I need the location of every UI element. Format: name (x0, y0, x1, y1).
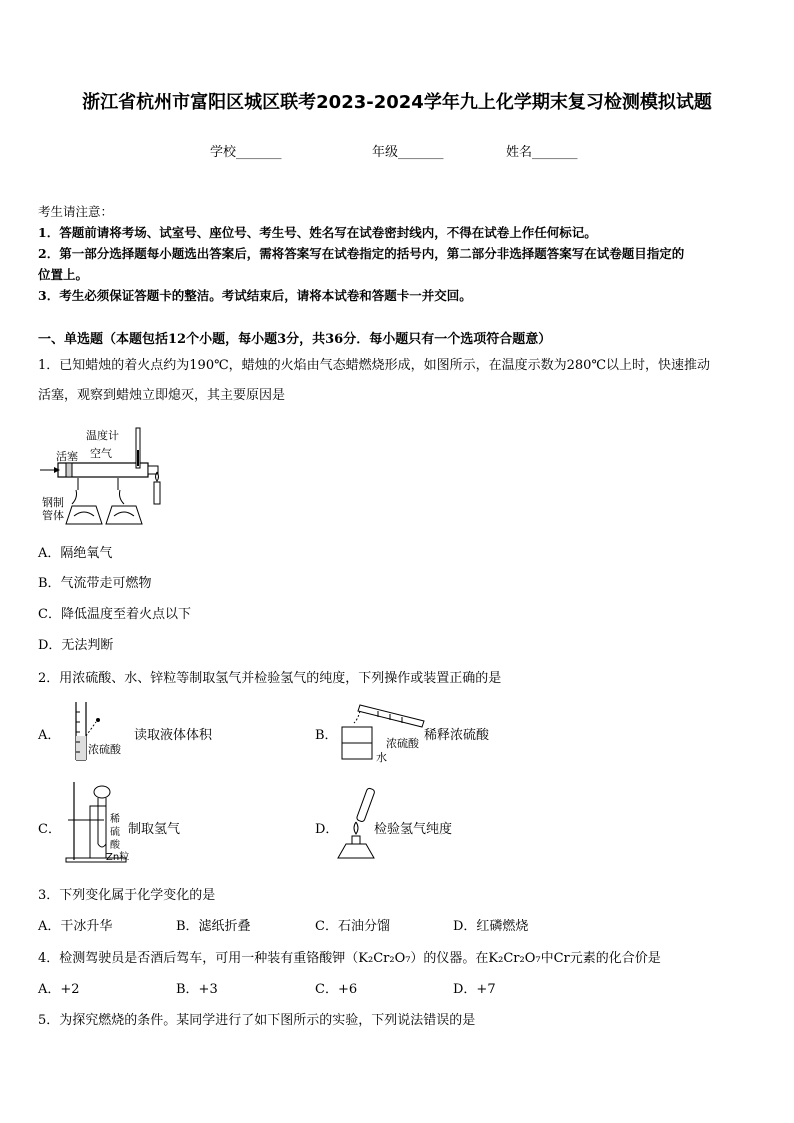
fig-label: 酸 (110, 840, 120, 851)
q2-option-c-label: 制取氢气 (128, 822, 181, 837)
q1-stem: 活塞，观察到蜡烛立即熄灭，其主要原因是 (38, 388, 286, 403)
q1-option-a: A．隔绝氧气 (38, 546, 113, 561)
q3-stem: 3．下列变化属于化学变化的是 (38, 888, 216, 903)
q4-option-c: C．+6 (315, 982, 358, 997)
q2-stem: 2．用浓硫酸、水、锌粒等制取氢气并检验氢气的纯度，下列操作或装置正确的是 (38, 671, 502, 686)
q3-option-b: B．滤纸折叠 (176, 919, 251, 934)
fig-label: 稀 (110, 814, 120, 825)
notes-heading: 考生请注意： (38, 204, 114, 219)
fig-label: 水 (376, 751, 387, 764)
q4-stem: 4．检测驾驶员是否酒后驾车，可用一种装有重铬酸钾（K₂Cr₂O₇）的仪器。在K₂Cr₂O₇中Cr元素的化合价是 (38, 951, 661, 966)
q2-figure-c (60, 780, 135, 865)
q2-option-b-label: 稀释浓硫酸 (424, 728, 490, 743)
q1-figure (38, 420, 173, 532)
q5-stem: 5．为探究燃烧的条件。某同学进行了如下图所示的实验，下列说法错误的是 (38, 1013, 476, 1028)
q2-option-a-letter: A． (38, 728, 61, 743)
q2-option-d-letter: D． (315, 822, 339, 837)
notes-item: 1．答题前请将考场、试室号、座位号、考生号、姓名写在试卷密封线内，不得在试卷上作任何标记。 (38, 225, 597, 240)
fig-label-piston: 活塞 (56, 450, 78, 463)
q2-option-d-label: 检验氢气纯度 (374, 822, 453, 837)
fig-label: 浓硫酸 (88, 743, 121, 756)
notes-block (38, 201, 684, 306)
name-field: 姓名_______ (506, 145, 578, 160)
q3-option-d: D．红磷燃烧 (453, 919, 529, 934)
q2-option-c-letter: C． (38, 822, 61, 837)
notes-item: 位置上。 (38, 267, 89, 282)
q1-option-d: D．无法判断 (38, 638, 114, 653)
fig-label-air: 空气 (90, 447, 112, 460)
q1-stem: 1．已知蜡烛的着火点约为190℃，蜡烛的火焰由气态蜡燃烧形成，如图所示，在温度示数为280℃以上时，快速推动 (38, 358, 710, 373)
q2-option-a-label: 读取液体体积 (134, 728, 213, 743)
q1-option-c: C．降低温度至着火点以下 (38, 607, 191, 622)
q4-option-b: B．+3 (176, 982, 218, 997)
fig-label-steel: 管体 (42, 509, 64, 522)
q4-option-d: D．+7 (453, 982, 496, 997)
q3-option-a: A．干冰升华 (38, 919, 113, 934)
notes-item: 2．第一部分选择题每小题选出答案后，需将答案写在试卷指定的括号内，第二部分非选择题答案写在试卷题目指定的 (38, 246, 685, 261)
q3-option-c: C．石油分馏 (315, 919, 390, 934)
q2-option-b-letter: B． (315, 728, 338, 743)
fig-label-steel: 钢制 (42, 496, 64, 509)
q2-figure-a (68, 700, 133, 765)
q4-option-a: A．+2 (38, 982, 80, 997)
fig-label: Zn粒 (106, 852, 130, 863)
section-heading: 一、单选题（本题包括12个小题，每小题3分，共36分．每小题只有一个选项符合题意） (38, 332, 552, 347)
page-title: 浙江省杭州市富阳区城区联考2023-2024学年九上化学期末复习检测模拟试题 (82, 92, 712, 113)
fig-label: 浓硫酸 (386, 737, 419, 750)
notes-item: 3．考生必须保证答题卡的整洁。考试结束后，请将本试卷和答题卡一并交回。 (38, 288, 472, 303)
q1-option-b: B．气流带走可燃物 (38, 576, 152, 591)
q2-figure-b (338, 697, 428, 765)
school-field: 学校_______ (210, 145, 282, 160)
grade-field: 年级_______ (372, 145, 444, 160)
fig-label-thermometer: 温度计 (86, 429, 119, 442)
fig-label: 硫 (110, 827, 120, 838)
